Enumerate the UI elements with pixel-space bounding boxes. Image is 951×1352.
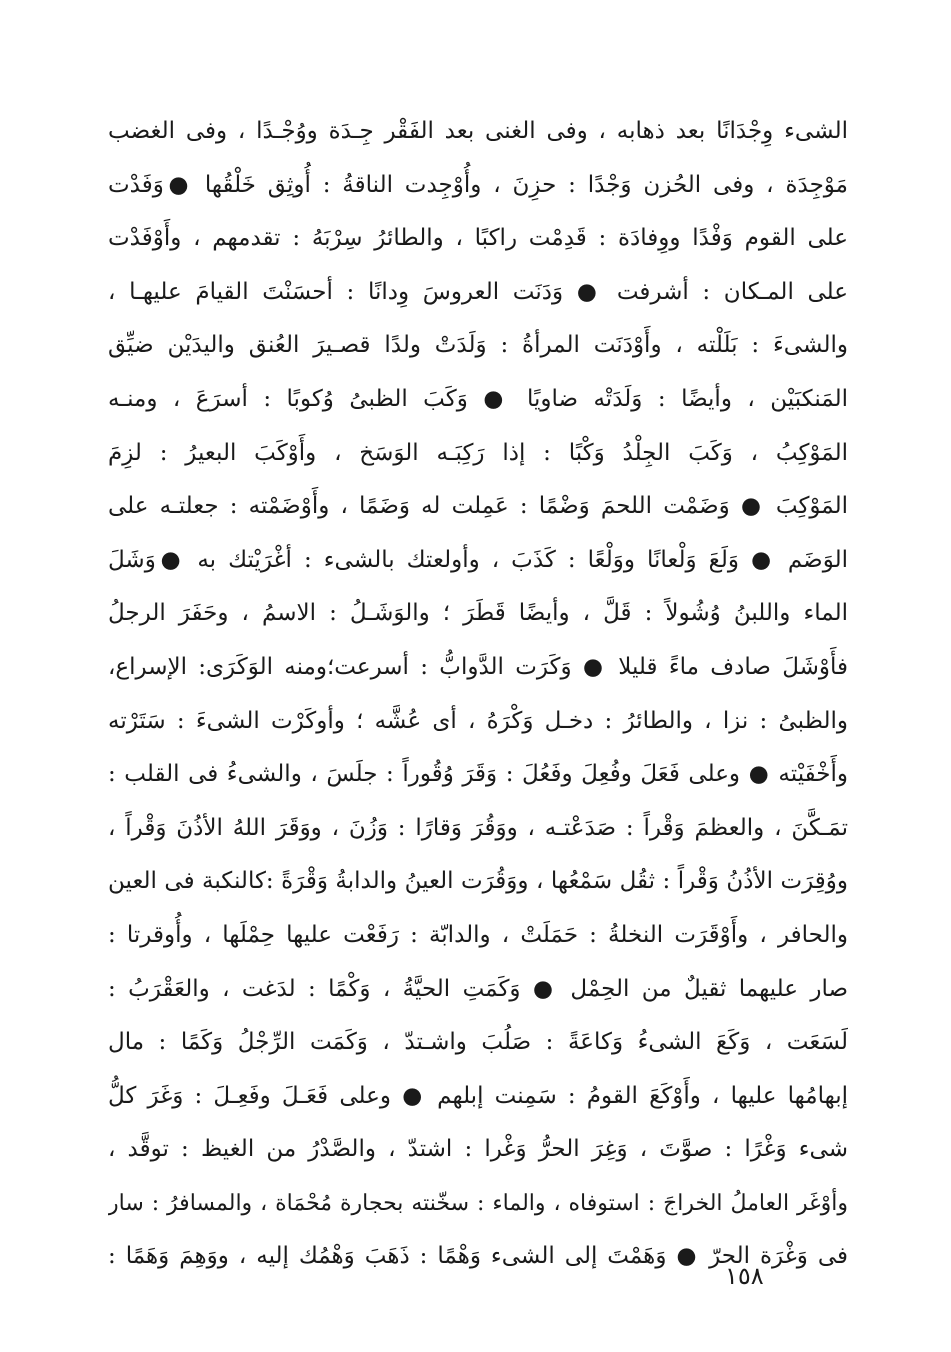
text-line: تمَـكَّنَ ، والعظمَ وَقْراً : صَدَعْتـه ، ووَقُرَ وَقارًا : وَزُنَ ، ووَقَرَ اللهُ الأذُنَ وَقْراً ، xyxy=(108,814,848,841)
body-text xyxy=(108,105,848,1284)
text-line: على المـكان : أشرفت ● وَدَنَت العروسَ وِدانًا : أحسَنْتَ القيامَ عليهـا ، xyxy=(108,278,848,305)
text-line: مَوْجِدَة ، وفى الحُزن وَجْدًا : حزِنَ ، وأُوْجِدت الناقةُ : أُوثِق خَلْقُها ●وَفَدْت xyxy=(108,171,848,198)
text-line: وأوْغَر العاملُ الخراجَ : استوفاه ، والماء : سخّنته بحجارة مُحْمَاة ، والمسافرُ : سار xyxy=(108,1190,848,1216)
text-line: فأَوْشَلَ صادف ماءً قليلا ● وَكَرَت الدَّوابُّ : أسرعت؛ومنه الوَكَرَى: الإسراع، xyxy=(108,653,848,680)
text-line: الماء واللبنُ وُشُولاً : قَلَّ ، وأيضًا قَطَرَ ؛ والوَشَـلُ : الاسمُ ، وحَفَرَ الرجلُ xyxy=(108,600,848,627)
text-line: والشىءَ : بَلَلْته ، وأَوْدَنَت المرأةُ : وَلَدَتْ ولدًا قصـيرَ العُنق واليدَيْن ضيِّق xyxy=(108,332,848,359)
text-line: والظبىُ : نزا ، والطائرُ : دخـل وَكْرَهُ ، أى عُشَّه ؛ وأوكَرْت الشىءَ : سَتَرْته xyxy=(108,707,848,734)
text-line: على القوم وَفْدًا ووِفادَة : قَدِمْت راكبًا ، والطائرُ سِرْبَهُ : تقدمهم ، وأَوْفَدْت xyxy=(108,225,848,252)
text-line: فى وَغْرَة الحرّ ● وَهَمْتَ إلى الشىء وَهْمًا : ذَهَبَ وَهْمُك إليه ، ووَهِمَ وَهَمًا : xyxy=(108,1243,848,1270)
page-number: ١٥٨ xyxy=(725,1262,764,1290)
text-line: لَسَعَت ، وَكَعَ الشىءُ وَكاعَةً : صَلُبَ واشـتدّ ، وَكَمَت الرِّجْلُ وَكَمًا : مال xyxy=(108,1029,848,1056)
text-line: والحافر ، وأَوْقَرَت النخلةُ : حَمَلَتْ ، والدابّة : رَفَعْت عليها حِمْلَها ، وأُوقرتا : xyxy=(108,921,848,948)
text-line: المَوْكِبَ ● وَضَمْت اللحمَ وَضْمًا : عَمِلت له وَضَمًا ، وأَوْضَمْته : جعلتـه على xyxy=(108,493,848,520)
text-line: المَوْكِبُ ، وَكَبَ الجِلْدُ وَكْبًا : إذا رَكِبَـه الوَسَخ ، وأَوْكَبَ البعيرُ : لزِمَ xyxy=(108,439,848,466)
text-line: وأَخْفَيْته ● وعلى فَعَلَ وفُعِلَ وفَعُلَ : وَقَرَ وُقُوراً : جلَسَ ، والشىءُ فى القلب : xyxy=(108,761,848,788)
text-line: المَنكبَيْن ، وأيضًا : وَلَدَتْه ضاويًا ● وَكَبَ الظبىُ وُكوبًا : أسرَعَ ، ومنـه xyxy=(108,385,848,412)
text-line: صار عليهما ثقيلٌ من الحِمْل ● وَكَمَتِ الحيَّةُ ، وَكْمًا : لدَغت ، والعَقْرَبُ : xyxy=(108,975,848,1002)
text-line: الوَضَم ● وَلَعَ وَلْعانًا ووَلْعًا : كَذَبَ ، وأولعتك بالشىء : أغْرَيْتك به ●وَشَلَ xyxy=(108,546,848,573)
text-line: شىء وَغْرًا : صوَّتَ ، وَغِرَ الحرُّ وَغْرا : اشتدّ ، والصَّدْرُ من الغيظ : توقَّد ، xyxy=(108,1136,848,1163)
text-line: ووُقِرَت الأذُنُ وَقْراً : ثقُل سَمْعُها ، ووَقُرَت العينُ والدابةُ وَقْرَةً :كالنكبة فى العين xyxy=(108,868,848,895)
text-line: إبهامُها عليها ، وأَوْكَعَ القومُ : سَمِنت إبلهم ● وعلى فَعَـلَ وفَعِـلَ : وَغَرَ كلُّ xyxy=(108,1082,848,1109)
text-line: الشىء وِجْدَانًا بعد ذهابه ، وفى الغنى بعد الفَقْر جِـدَة ووُجْـدًا ، وفى الغضب xyxy=(108,118,848,144)
